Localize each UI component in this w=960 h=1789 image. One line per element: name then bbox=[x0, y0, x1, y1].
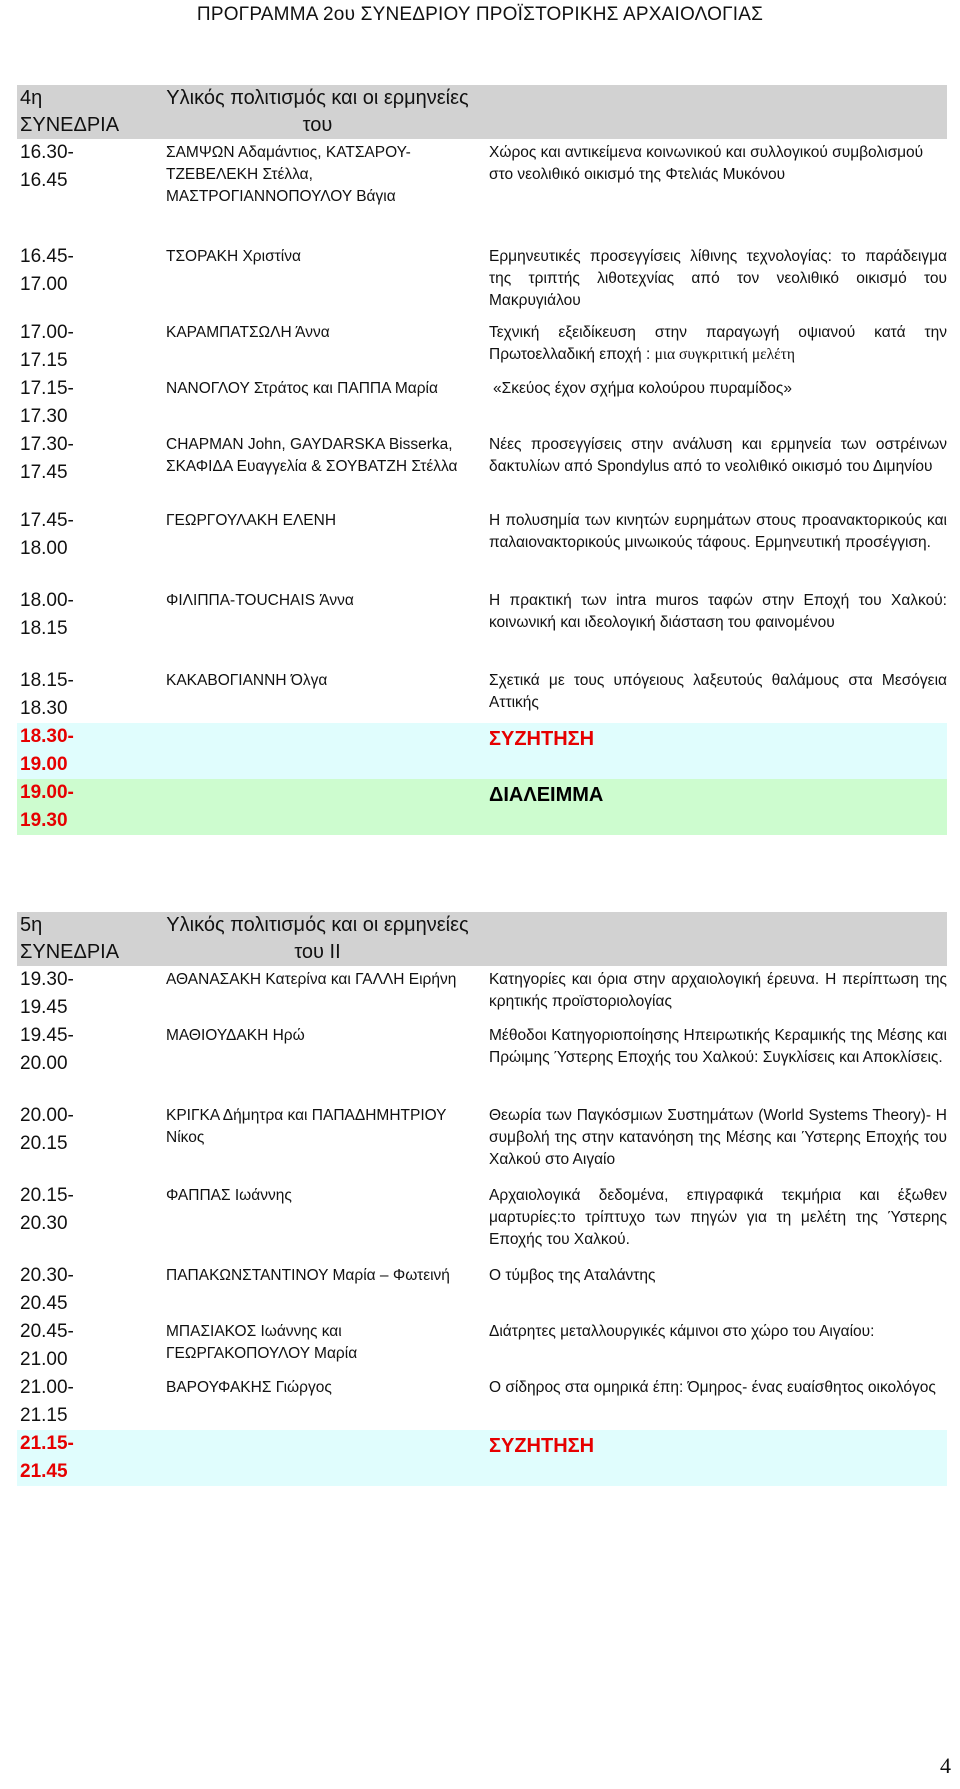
time-slot: 20.30- 20.45 bbox=[20, 1265, 74, 1314]
time-slot: 21.15- 21.45 bbox=[20, 1433, 74, 1482]
time-slot: 18.30- 19.00 bbox=[20, 726, 74, 775]
table-row bbox=[17, 1262, 947, 1318]
table-row bbox=[17, 375, 947, 431]
speaker-names: ΑΘΑΝΑΣΑΚΗ Κατερίνα και ΓΑΛΛΗ Ειρήνη bbox=[166, 971, 457, 988]
paper-title: Κατηγορίες και όρια στην αρχαιολογική έρευνα. Η περίπτωση της κρητικής προϊστοριολογίας bbox=[489, 971, 947, 1010]
speaker-names: ΓΕΩΡΓΟΥΛΑΚΗ ΕΛΕΝΗ bbox=[166, 512, 337, 529]
paper-title: «Σκεύος έχον σχήμα κολούρου πυραμίδος» bbox=[493, 380, 792, 397]
paper-title: Η πρακτική των intra muros ταφών στην Εποχή του Χαλκού: κοινωνική και ιδεολογική διάσταση του φαινομένου bbox=[489, 592, 947, 631]
speaker-names: ΚΑΚΑΒΟΓΙΑΝΝΗ Όλγα bbox=[166, 672, 328, 689]
time-slot: 17.00- 17.15 bbox=[20, 322, 74, 371]
time-slot: 17.15- 17.30 bbox=[20, 378, 74, 427]
paper-title: Ο τύμβος της Αταλάντης bbox=[489, 1267, 656, 1284]
time-slot: 18.00- 18.15 bbox=[20, 590, 74, 639]
paper-title: Σχετικά με τους υπόγειους λαξευτούς θαλάμους στα Μεσόγεια Αττικής bbox=[489, 672, 947, 711]
session-label: 5η ΣΥΝΕΔΡΙΑ bbox=[17, 912, 166, 966]
time-slot: 20.45- 21.00 bbox=[20, 1321, 74, 1370]
table-row bbox=[17, 431, 947, 507]
paper-title: Η πολυσημία των κινητών ευρημάτων στους προανακτορικούς και παλαιονακτορικούς μινωικούς τάφους. Ερμηνευτική προσέγγιση. bbox=[489, 512, 947, 551]
paper-title: Ο σίδηρος στα ομηρικά έπη: Όμηρος- ένας ευαίσθητος οικολόγος bbox=[489, 1379, 936, 1396]
table-row bbox=[17, 966, 947, 1022]
paper-title: Αρχαιολογικά δεδομένα, επιγραφικά τεκμήρια και έξωθεν μαρτυρίες:το τρίπτυχο των πηγών για τη μελέτη της Ύστερης Εποχής του Χαλκού. bbox=[489, 1187, 947, 1248]
session-5-table bbox=[17, 912, 947, 1486]
session-4-header-row bbox=[17, 85, 947, 139]
time-slot: 17.45- 18.00 bbox=[20, 510, 74, 559]
paper-title: Ερμηνευτικές προσεγγίσεις λίθινης τεχνολογίας: το παράδειγμα της τριπτής λιθοτεχνίας από τον νεολιθικό οικισμό του Μακρυγιάλου bbox=[489, 248, 947, 309]
session-5-header-row bbox=[17, 912, 947, 966]
table-row bbox=[17, 1022, 947, 1102]
table-row bbox=[17, 1182, 947, 1262]
time-slot: 18.15- 18.30 bbox=[20, 670, 74, 719]
time-slot: 19.30- 19.45 bbox=[20, 969, 74, 1018]
paper-title: Θεωρία των Παγκόσμιων Συστημάτων (World Systems Theory)- Η συμβολή της στην κατανόηση της Μέσης και Ύστερης Εποχής του Χαλκού στο Αιγαίο bbox=[489, 1107, 947, 1168]
paper-title-tail: μια συγκριτική μελέτη bbox=[654, 346, 796, 363]
speaker-names: ΒΑΡΟΥΦΑΚΗΣ Γιώργος bbox=[166, 1379, 332, 1396]
table-row bbox=[17, 1102, 947, 1182]
speaker-names: ΝΑΝΟΓΛΟΥ Στράτος και ΠΑΠΠΑ Μαρία bbox=[166, 380, 438, 397]
time-slot: 16.45- 17.00 bbox=[20, 246, 74, 295]
session-title: Υλικός πολιτισμός και οι ερμηνείες του bbox=[166, 85, 489, 139]
table-row bbox=[17, 587, 947, 667]
paper-title: Διάτρητες μεταλλουργικές κάμινοι στο χώρο του Αιγαίου: bbox=[489, 1323, 875, 1340]
discussion-row bbox=[17, 723, 947, 779]
paper-title: Μέθοδοι Κατηγοριοποίησης Ηπειρωτικής Κεραμικής της Μέσης και Πρώιμης Ύστερης Εποχής του Χαλκού: Συγκλίσεις και Αποκλίσεις. bbox=[489, 1027, 947, 1066]
table-row bbox=[17, 667, 947, 723]
speaker-names: ΜΠΑΣΙΑΚΟΣ Ιωάννης και ΓΕΩΡΓΑΚΟΠΟΥΛΟΥ Μαρία bbox=[166, 1323, 358, 1362]
speaker-names: ΤΣΟΡΑΚΗ Χριστίνα bbox=[166, 248, 301, 265]
time-slot: 19.45- 20.00 bbox=[20, 1025, 74, 1074]
speaker-names: ΣΑΜΨΩΝ Αδαμάντιος, ΚΑΤΣΑΡΟΥ-ΤΖΕΒΕΛΕΚΗ Στέλλα, ΜΑΣΤΡΟΓΙΑΝΝΟΠΟΥΛΟΥ Βάγια bbox=[166, 144, 411, 205]
speaker-names: ΦΑΠΠΑΣ Ιωάννης bbox=[166, 1187, 292, 1204]
time-slot: 20.00- 20.15 bbox=[20, 1105, 74, 1154]
speaker-names: ΜΑΘΙΟΥΔΑΚΗ Ηρώ bbox=[166, 1027, 305, 1044]
paper-title: Χώρος και αντικείμενα κοινωνικού και συλλογικού συμβολισμού στο νεολιθικό οικισμό της Φτελιάς Μυκόνου bbox=[489, 144, 924, 183]
table-row bbox=[17, 243, 947, 319]
session-4-table bbox=[17, 85, 947, 835]
page-number: 4 bbox=[940, 1753, 951, 1778]
page-header: ΠΡΟΓΡΑΜΜΑ 2ου ΣΥΝΕΔΡΙΟΥ ΠΡΟΪΣΤΟΡΙΚΗΣ ΑΡΧΑΙΟΛΟΓΙΑΣ bbox=[196, 4, 764, 25]
speaker-names: ΚΡΙΓΚΑ Δήμητρα και ΠΑΠΑΔΗΜΗΤΡΙΟΥ Νίκος bbox=[166, 1107, 447, 1146]
paper-title: Νέες προσεγγίσεις στην ανάλυση και ερμηνεία των οστρέινων δακτυλίων από Spondylus από το νεολιθικό οικισμό του Διμηνίου bbox=[489, 436, 947, 475]
table-row bbox=[17, 139, 947, 243]
time-slot: 19.00- 19.30 bbox=[20, 782, 74, 831]
discussion-label: ΣΥΖΗΤΗΣΗ bbox=[489, 1435, 595, 1457]
session-label: 4η ΣΥΝΕΔΡΙΑ bbox=[17, 85, 166, 139]
time-slot: 16.30- 16.45 bbox=[20, 142, 74, 191]
table-row bbox=[17, 1374, 947, 1430]
table-row bbox=[17, 507, 947, 587]
discussion-label: ΣΥΖΗΤΗΣΗ bbox=[489, 728, 595, 750]
discussion-row bbox=[17, 1430, 947, 1486]
paper-title: Τεχνική εξειδίκευση στην παραγωγή οψιανού κατά την Πρωτοελλαδική εποχή : bbox=[489, 324, 947, 363]
speaker-names: CHAPMAN John, GAYDARSKA Bisserka, ΣΚΑΦΙΔΑ Ευαγγελία & ΣΟΥΒΑΤΖΗ Στέλλα bbox=[166, 436, 458, 475]
speaker-names: ΦΙΛΙΠΠΑ-TOUCHAIS Άννα bbox=[166, 592, 354, 609]
time-slot: 21.00- 21.15 bbox=[20, 1377, 74, 1426]
time-slot: 17.30- 17.45 bbox=[20, 434, 74, 483]
table-row bbox=[17, 1318, 947, 1374]
break-row bbox=[17, 779, 947, 835]
break-label: ΔΙΑΛΕΙΜΜΑ bbox=[489, 784, 604, 806]
table-row bbox=[17, 319, 947, 375]
session-title: Υλικός πολιτισμός και οι ερμηνείες του ΙΙ bbox=[166, 912, 489, 966]
speaker-names: ΚΑΡΑΜΠΑΤΣΩΛΗ Άννα bbox=[166, 324, 330, 341]
time-slot: 20.15- 20.30 bbox=[20, 1185, 74, 1234]
speaker-names: ΠΑΠΑΚΩΝΣΤΑΝΤΙΝΟΥ Μαρία – Φωτεινή bbox=[166, 1267, 450, 1284]
